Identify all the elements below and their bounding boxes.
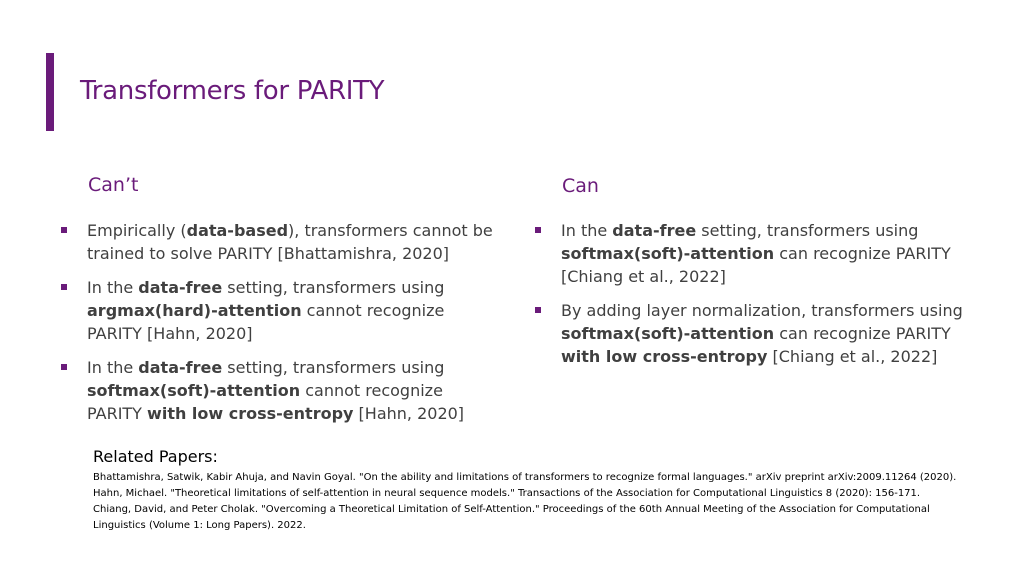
bullet-bold-text: data-free <box>138 358 223 377</box>
square-bullet-icon <box>61 227 67 233</box>
slide-title: Transformers for PARITY <box>80 76 385 106</box>
bullet-bold-text: data-based <box>186 221 289 240</box>
cant-bullet-3 <box>58 356 498 425</box>
reference-item: Bhattamishra, Satwik, Kabir Ahuja, and Navin Goyal. "On the ability and limitations of transformers to recognize formal languages." arXiv preprint arXiv:2009.11264 (2020). <box>93 472 957 483</box>
related-papers-title: Related Papers: <box>93 447 218 466</box>
square-bullet-icon <box>535 227 541 233</box>
bullet-text: setting, transformers using <box>222 278 445 297</box>
cant-bullet-1 <box>58 219 498 265</box>
bullet-text: In the <box>561 221 613 240</box>
can-bullet-2 <box>532 299 972 368</box>
bullet-bold-text: softmax(soft)-attention <box>561 244 775 263</box>
square-bullet-icon <box>61 284 67 290</box>
bullet-bold-text: softmax(soft)-attention <box>561 324 775 343</box>
bullet-text: ), transformers cannot be trained to solve PARITY [Bhattamishra, 2020] <box>87 221 493 263</box>
bullet-bold-text: with low cross-entropy <box>561 347 768 366</box>
bullet-text: cannot recognize PARITY <box>87 381 443 423</box>
bullet-bold-text: softmax(soft)-attention <box>87 381 301 400</box>
bullet-text: Empirically ( <box>87 221 187 240</box>
bullet-text: [Hahn, 2020] <box>353 404 465 423</box>
reference-item: Chiang, David, and Peter Cholak. "Overcoming a Theoretical Limitation of Self-Attention." Proceedings of the 60th Annual Meeting of the Association for Computational Linguistics (Volume 1: Long Papers). 2022. <box>93 504 930 531</box>
title-accent-bar <box>46 53 54 131</box>
bullet-text: cannot recognize PARITY [Hahn, 2020] <box>87 301 445 343</box>
cant-bullet-list <box>58 219 498 436</box>
bullet-text: In the <box>87 358 139 377</box>
bullet-text: setting, transformers using <box>222 358 445 377</box>
related-papers <box>93 447 973 534</box>
cant-bullet-2 <box>58 276 498 345</box>
reference-item: Hahn, Michael. "Theoretical limitations of self-attention in neural sequence models." Transactions of the Association for Computational Linguistics 8 (2020): 156-171. <box>93 488 921 499</box>
can-heading: Can <box>562 175 599 197</box>
bullet-text: By adding layer normalization, transformers using <box>561 301 963 320</box>
bullet-bold-text: data-free <box>138 278 223 297</box>
bullet-text: can recognize PARITY <box>774 324 951 343</box>
bullet-text: [Chiang et al., 2022] <box>767 347 938 366</box>
square-bullet-icon <box>535 307 541 313</box>
square-bullet-icon <box>61 364 67 370</box>
bullet-bold-text: with low cross-entropy <box>147 404 354 423</box>
bullet-text: can recognize PARITY [Chiang et al., 2022] <box>561 244 951 286</box>
can-bullet-1 <box>532 219 972 288</box>
can-bullet-list <box>532 219 972 379</box>
bullet-bold-text: argmax(hard)-attention <box>87 301 302 320</box>
bullet-bold-text: data-free <box>612 221 697 240</box>
bullet-text: In the <box>87 278 139 297</box>
bullet-text: setting, transformers using <box>696 221 919 240</box>
cant-heading: Can’t <box>88 174 139 196</box>
